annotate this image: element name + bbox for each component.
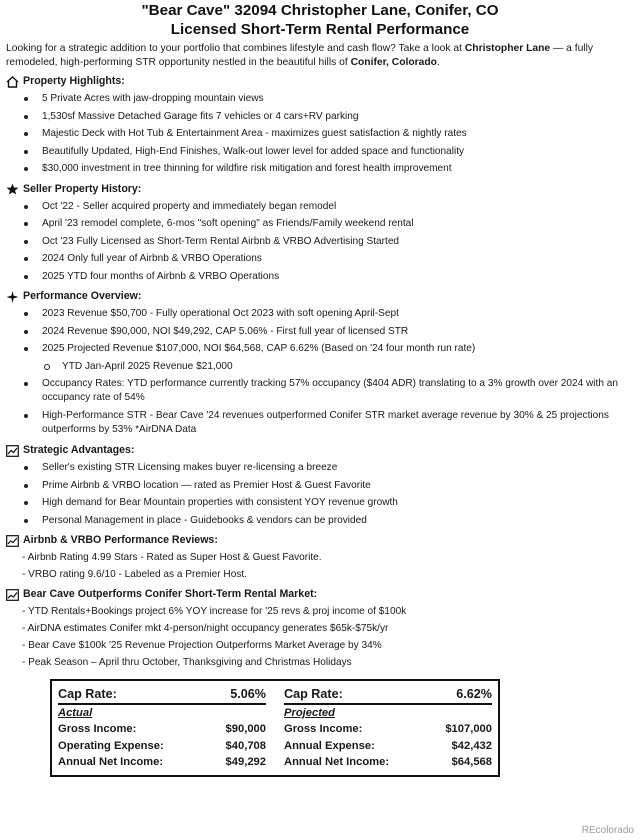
market-list xyxy=(6,603,634,671)
list-item: - AirDNA estimates Conifer mkt 4-person/night occupancy generates $65k-$75k/yr xyxy=(22,623,389,634)
row-label: Gross Income: xyxy=(58,723,137,735)
section-heading xyxy=(6,443,634,458)
cap-table-row xyxy=(284,754,492,771)
list-item: Seller's existing STR Licensing makes buyer re-licensing a breeze xyxy=(24,459,634,477)
list-item: Beautifully Updated, High-End Finishes, Walk-out lower level for added space and functionality xyxy=(24,143,634,161)
section-heading xyxy=(6,533,634,548)
cap-table-row xyxy=(284,738,492,755)
list-item: 2024 Revenue $90,000, NOI $49,292, CAP 5.06% - First full year of licensed STR xyxy=(24,323,634,341)
market-section xyxy=(6,587,634,671)
row-label: Annual Net Income: xyxy=(58,756,164,768)
section-heading xyxy=(6,289,634,304)
list-item: April '23 remodel complete, 6-mos "soft opening" as Friends/Family weekend rental xyxy=(24,215,634,233)
history-list xyxy=(6,198,634,286)
list-item: 2025 YTD four months of Airbnb & VRBO Operations xyxy=(24,268,634,286)
cap-table-row xyxy=(58,721,266,738)
chart-icon xyxy=(6,445,19,457)
row-label: Annual Expense: xyxy=(284,739,375,752)
intro-text: . xyxy=(436,57,440,68)
intro-street-name: Christopher Lane xyxy=(464,43,551,54)
cap-rate-label: Cap Rate: xyxy=(284,687,343,701)
cap-rate-value: 5.06% xyxy=(230,687,266,701)
cap-rate-label: Cap Rate: xyxy=(58,687,117,701)
list-item: 1,530sf Massive Detached Garage fits 7 vehicles or 4 cars+RV parking xyxy=(24,108,634,126)
intro-text: Looking for a strategic addition to your portfolio that combines lifestyle and cash flow? Take a look at xyxy=(6,43,465,54)
section-title: Bear Cave Outperforms Conifer Short-Term Rental Market: xyxy=(23,588,318,600)
row-value: $40,708 xyxy=(225,739,266,752)
cap-table-row xyxy=(284,721,492,738)
section-title: Performance Overview: xyxy=(23,290,142,302)
row-value: $49,292 xyxy=(225,756,266,768)
list-item: Oct '23 Fully Licensed as Short-Term Rental Airbnb & VRBO Advertising Started xyxy=(24,233,634,251)
row-label: Annual Net Income: xyxy=(284,756,390,768)
house-icon xyxy=(6,76,19,88)
column-label: Actual xyxy=(58,707,93,719)
cap-rate-actual-column xyxy=(58,685,266,771)
list-item: Oct '22 - Seller acquired property and immediately began remodel xyxy=(24,198,634,216)
trend-chart-icon xyxy=(6,589,19,601)
list-item: Occupancy Rates: YTD performance currently tracking 57% occupancy ($404 ADR) translating to a 3% growth over 2024 with an occupancy rate of 54% xyxy=(24,375,634,407)
row-value: $64,568 xyxy=(451,756,492,768)
highlights-list xyxy=(6,90,634,178)
reviews-section xyxy=(6,533,634,583)
list-item: 5 Private Acres with jaw-dropping mountain views xyxy=(24,90,634,108)
list-item: - Bear Cave $100k '25 Revenue Projection Outperforms Market Average by 34% xyxy=(22,640,382,651)
list-item: - Peak Season – April thru October, Thanksgiving and Christmas Holidays xyxy=(22,657,352,668)
list-item: High demand for Bear Mountain properties with consistent YOY revenue growth xyxy=(24,494,634,512)
list-item: Majestic Deck with Hot Tub & Entertainment Area - maximizes guest satisfaction & nightly rates xyxy=(24,125,634,143)
section-title: Seller Property History: xyxy=(23,182,142,195)
section-heading xyxy=(6,182,634,197)
property-highlights-section xyxy=(6,74,634,178)
list-item: Personal Management in place - Guidebooks & vendors can be provided xyxy=(24,512,634,530)
intro-city-name: Conifer, Colorado xyxy=(350,57,437,68)
cap-rate-box xyxy=(50,679,500,777)
advantages-list xyxy=(6,459,634,529)
section-title: Airbnb & VRBO Performance Reviews: xyxy=(23,534,218,546)
cap-rate-header xyxy=(58,685,266,705)
section-heading xyxy=(6,74,634,89)
list-item: $30,000 investment in tree thinning for wildfire risk mitigation and forest health improvement xyxy=(24,160,634,178)
column-label: Projected xyxy=(284,707,335,719)
cap-rate-value: 6.62% xyxy=(456,687,492,701)
list-sub-item: YTD Jan-April 2025 Revenue $21,000 xyxy=(24,358,634,376)
list-item: Prime Airbnb & VRBO location — rated as Premier Host & Guest Favorite xyxy=(24,477,634,495)
row-label: Gross Income: xyxy=(284,723,363,735)
section-title: Strategic Advantages: xyxy=(23,444,135,456)
intro-paragraph xyxy=(6,42,634,70)
row-value: $90,000 xyxy=(225,723,266,735)
strategic-advantages-section xyxy=(6,443,634,529)
performance-overview-section xyxy=(6,289,634,439)
list-item: 2024 Only full year of Airbnb & VRBO Operations xyxy=(24,250,634,268)
list-item: High-Performance STR - Bear Cave '24 revenues outperformed Conifer STR market average revenue by 30% & 25 projections outperforms by 53% *AirDNA Data xyxy=(24,407,634,439)
list-item: 2023 Revenue $50,700 - Fully operational Oct 2023 with soft opening April-Sept xyxy=(24,305,634,323)
seller-history-section xyxy=(6,182,634,286)
document-title: "Bear Cave" 32094 Christopher Lane, Conifer, CO xyxy=(141,2,499,19)
cap-rate-header xyxy=(284,685,492,705)
cap-table-row xyxy=(58,738,266,755)
cap-table-row xyxy=(58,754,266,771)
watermark: REcolorado xyxy=(581,825,634,836)
section-title: Property Highlights: xyxy=(23,75,125,87)
row-value: $42,432 xyxy=(451,739,492,752)
section-heading xyxy=(6,587,634,602)
sparkle-icon xyxy=(6,291,19,303)
list-item: 2025 Projected Revenue $107,000, NOI $64,568, CAP 6.62% (Based on '24 four month run rate) xyxy=(24,340,634,358)
star-icon xyxy=(6,183,19,195)
list-item: - VRBO rating 9.6/10 - Labeled as a Premier Host. xyxy=(22,569,247,580)
cap-rate-projected-column xyxy=(284,685,492,771)
document-subtitle: Licensed Short-Term Rental Performance xyxy=(170,21,470,38)
row-value: $107,000 xyxy=(445,723,492,735)
list-item: - YTD Rentals+Bookings project 6% YOY increase for '25 revs & proj income of $100k xyxy=(22,606,407,617)
list-item: - Airbnb Rating 4.99 Stars - Rated as Super Host & Guest Favorite. xyxy=(22,552,322,563)
intro-text: — a fully remodeled, high-performing STR opportunity nestled in the beautiful hills of xyxy=(6,43,594,68)
performance-list xyxy=(6,305,634,439)
bar-chart-icon xyxy=(6,535,19,547)
reviews-list xyxy=(6,549,634,583)
row-label: Operating Expense: xyxy=(58,739,164,752)
